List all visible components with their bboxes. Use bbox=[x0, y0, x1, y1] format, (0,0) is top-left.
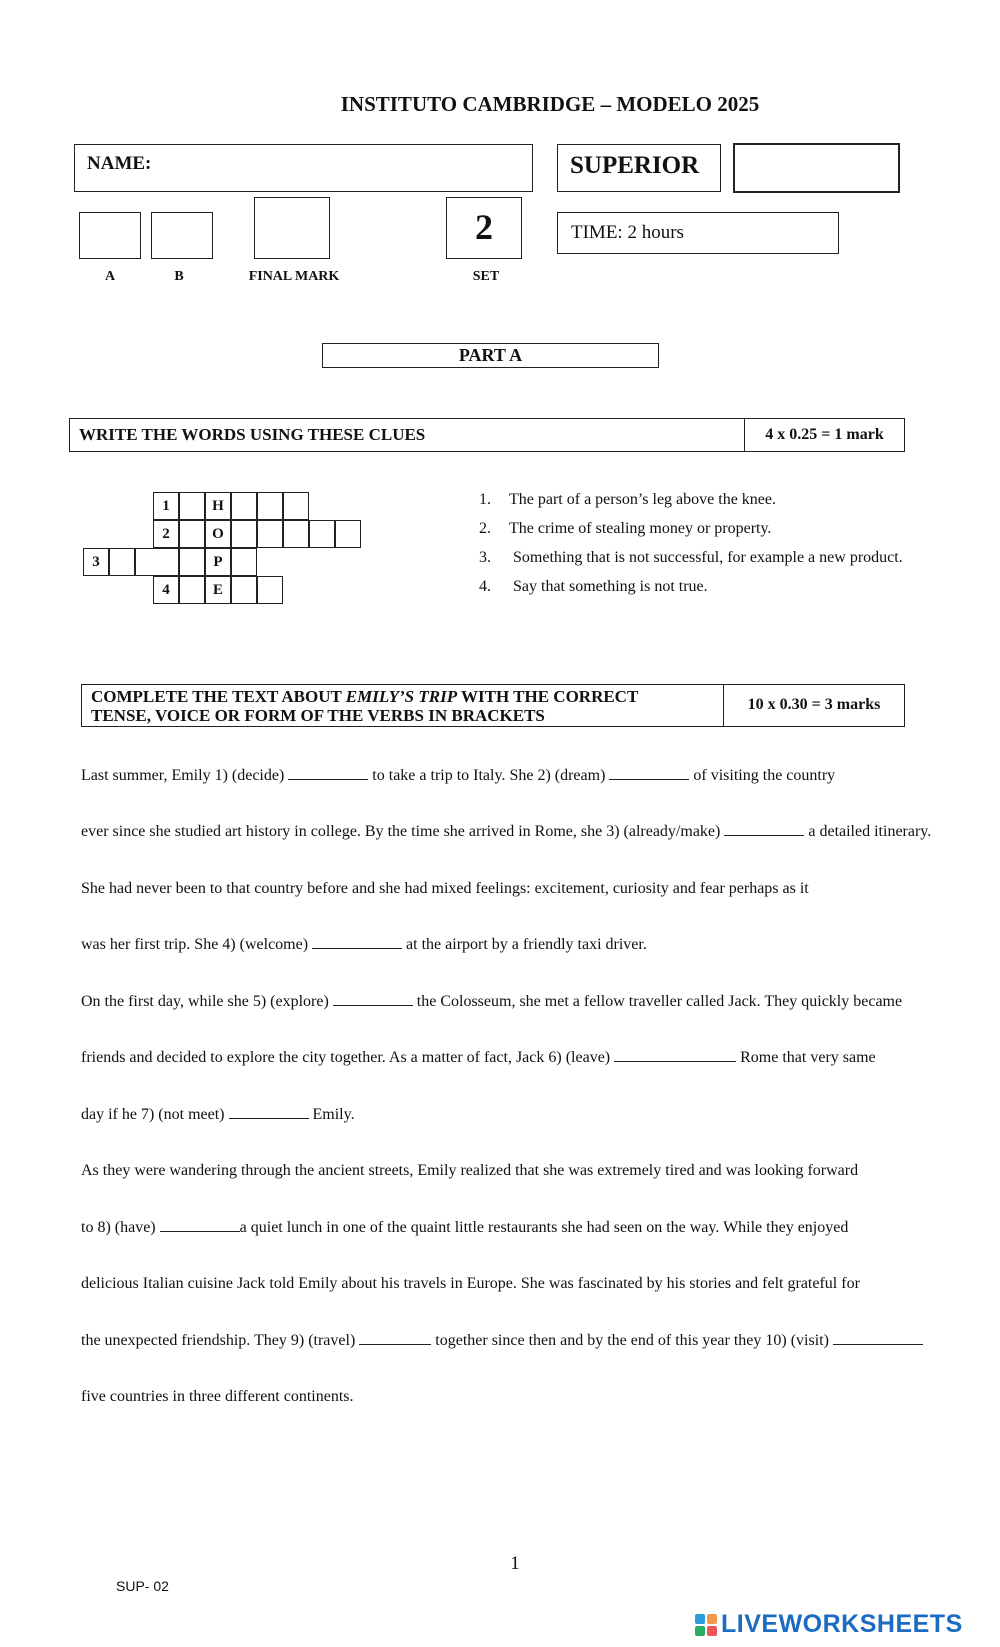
section1-instruction-box bbox=[69, 418, 745, 452]
answer-blank-1[interactable] bbox=[288, 767, 368, 780]
clue-number-cell: 3 bbox=[83, 548, 109, 576]
crossword-cell[interactable] bbox=[257, 576, 283, 604]
mark-a-label: A bbox=[104, 269, 116, 284]
set-number: 2 bbox=[475, 207, 493, 247]
text-line: five countries in three different continents. bbox=[81, 1388, 354, 1405]
section2-marks: 10 x 0.30 = 3 marks bbox=[747, 696, 881, 713]
clue-item: 4. Say that something is not true. bbox=[479, 578, 708, 595]
crossword-cell[interactable] bbox=[257, 520, 283, 548]
answer-blank-3[interactable] bbox=[724, 823, 804, 836]
crossword-cell[interactable] bbox=[309, 520, 335, 548]
answer-blank-9[interactable] bbox=[359, 1332, 431, 1345]
section1-marks: 4 x 0.25 = 1 mark bbox=[765, 426, 884, 443]
crossword-cell[interactable] bbox=[283, 492, 309, 520]
part-a-heading bbox=[322, 343, 659, 368]
crossword-cell[interactable] bbox=[231, 520, 257, 548]
time-label: TIME: 2 hours bbox=[571, 222, 684, 243]
set-label: SET bbox=[472, 269, 500, 284]
text-line: On the first day, while she 5) (explore) the Colosseum, she met a fellow traveller called Jack. They quickly became bbox=[81, 993, 903, 1010]
level-mark-field[interactable] bbox=[733, 143, 900, 193]
brand-name: LIVEWORKSHEETS bbox=[721, 1610, 963, 1638]
text-line: Last summer, Emily 1) (decide) to take a trip to Italy. She 2) (dream) of visiting the country bbox=[81, 767, 836, 784]
final-mark-label: FINAL MARK bbox=[248, 269, 340, 284]
answer-blank-10[interactable] bbox=[833, 1332, 923, 1345]
hope-letter-cell: P bbox=[205, 548, 231, 576]
crossword-cell[interactable] bbox=[109, 548, 135, 576]
final-mark-field[interactable] bbox=[254, 197, 330, 259]
crossword-cell[interactable] bbox=[335, 520, 361, 548]
section2-instruction-box bbox=[81, 684, 724, 727]
part-a-title: PART A bbox=[458, 345, 523, 365]
text-line: ever since she studied art history in college. By the time she arrived in Rome, she 3) (already/make) a detailed itinerary. bbox=[81, 823, 932, 840]
hope-letter-cell: H bbox=[205, 492, 231, 520]
answer-blank-4[interactable] bbox=[312, 936, 402, 949]
hope-letter-cell: O bbox=[205, 520, 231, 548]
clue-item: 3. Something that is not successful, for example a new product. bbox=[479, 549, 903, 566]
set-box bbox=[446, 197, 522, 259]
document-code: SUP- 02 bbox=[116, 1578, 169, 1594]
mark-b-field[interactable] bbox=[151, 212, 213, 259]
text-line: the unexpected friendship. They 9) (travel) together since then and by the end of this year they 10) (visit) bbox=[81, 1332, 923, 1350]
text-line: to 8) (have) a quiet lunch in one of the quaint little restaurants she had seen on the way. While they enjoyed bbox=[81, 1219, 849, 1236]
answer-blank-8[interactable] bbox=[160, 1219, 240, 1232]
hope-letter-cell: E bbox=[205, 576, 231, 604]
text-line: delicious Italian cuisine Jack told Emily about his travels in Europe. She was fascinated by his stories and felt grateful for bbox=[81, 1275, 860, 1292]
clue-list bbox=[479, 491, 903, 607]
clue-item: 2. The crime of stealing money or property. bbox=[479, 520, 772, 537]
page-number: 1 bbox=[510, 1553, 520, 1574]
crossword-cell[interactable] bbox=[283, 520, 309, 548]
clue-item: 1. The part of a person’s leg above the knee. bbox=[479, 491, 777, 508]
level-box bbox=[557, 144, 721, 192]
level-label: SUPERIOR bbox=[570, 152, 700, 179]
crossword-cell[interactable] bbox=[179, 548, 205, 576]
answer-blank-2[interactable] bbox=[609, 767, 689, 780]
crossword-cell[interactable] bbox=[179, 576, 205, 604]
crossword-cell[interactable] bbox=[257, 492, 283, 520]
crossword-cell[interactable] bbox=[231, 492, 257, 520]
text-line: day if he 7) (not meet) Emily. bbox=[81, 1106, 355, 1123]
crossword-cell[interactable] bbox=[179, 492, 205, 520]
liveworksheets-icon bbox=[695, 1614, 717, 1636]
crossword-cell[interactable] bbox=[179, 520, 205, 548]
answer-blank-6[interactable] bbox=[614, 1049, 736, 1062]
mark-b-label: B bbox=[174, 269, 184, 284]
answer-blank-5[interactable] bbox=[333, 993, 413, 1006]
crossword-cell[interactable] bbox=[135, 548, 179, 576]
page-title: INSTITUTO CAMBRIDGE – MODELO 2025 bbox=[340, 92, 760, 116]
mark-a-field[interactable] bbox=[79, 212, 141, 259]
text-line: As they were wandering through the ancient streets, Emily realized that she was extremely tired and was looking forward bbox=[81, 1162, 859, 1179]
name-field[interactable] bbox=[74, 144, 533, 192]
clue-number-cell: 2 bbox=[153, 520, 179, 548]
text-line: friends and decided to explore the city together. As a matter of fact, Jack 6) (leave) Rome that very same bbox=[81, 1049, 876, 1066]
section1-instruction: WRITE THE WORDS USING THESE CLUES bbox=[79, 425, 426, 444]
text-line: was her first trip. She 4) (welcome) at the airport by a friendly taxi driver. bbox=[81, 936, 647, 953]
time-box bbox=[557, 212, 839, 254]
section2-marks-box bbox=[723, 684, 905, 727]
crossword-cell[interactable] bbox=[231, 576, 257, 604]
answer-blank-7[interactable] bbox=[229, 1106, 309, 1119]
name-label: NAME: bbox=[87, 153, 152, 174]
text-line: She had never been to that country before and she had mixed feelings: excitement, curiosity and fear perhaps as it bbox=[81, 880, 809, 897]
section1-marks-box bbox=[744, 418, 905, 452]
clue-number-cell: 1 bbox=[153, 492, 179, 520]
crossword-cell[interactable] bbox=[231, 548, 257, 576]
liveworksheets-logo bbox=[695, 1610, 963, 1639]
clue-number-cell: 4 bbox=[153, 576, 179, 604]
section2-instruction: COMPLETE THE TEXT ABOUT EMILY’S TRIP WITH THE CORRECT TENSE, VOICE OR FORM OF THE VERBS IN BRACKETS bbox=[91, 687, 639, 725]
